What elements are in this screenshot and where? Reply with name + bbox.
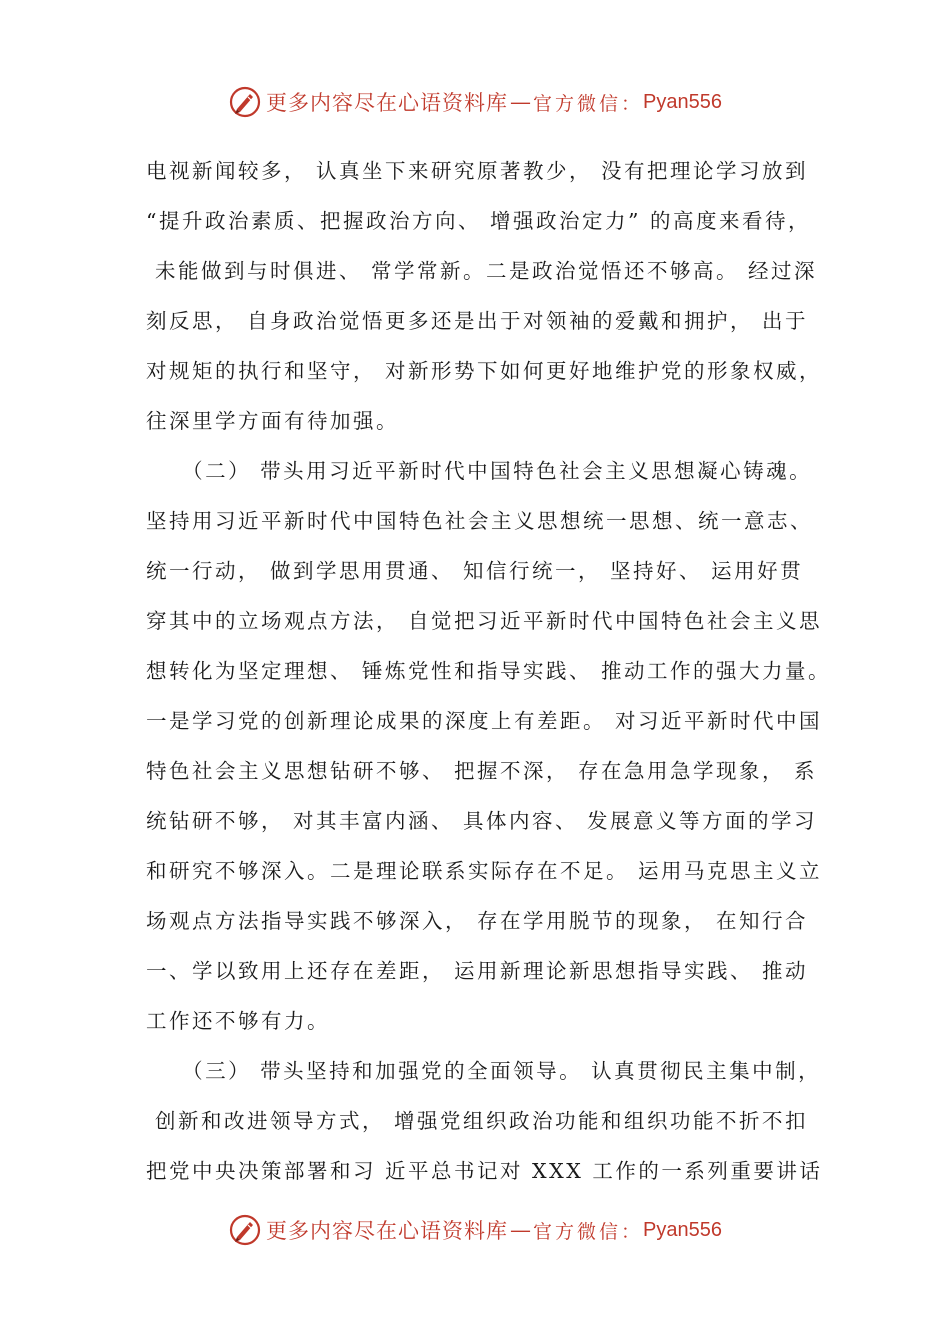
text-line: 刻反思， 自身政治觉悟更多还是出于对领袖的爱戴和拥护， 出于	[146, 309, 809, 333]
banner-wechat-id: Pyan556	[643, 1218, 722, 1241]
text-line: 对规矩的执行和坚守， 对新形势下如何更好地维护党的形象权威，	[146, 359, 823, 383]
banner-separator: —	[510, 1218, 531, 1242]
text-line: 特色社会主义思想钻研不够、 把握不深， 存在急用急学现象， 系	[146, 759, 818, 783]
text-line: 电视新闻较多， 认真坐下来研究原著教少， 没有把理论学习放到	[146, 159, 809, 183]
text-line: 穿其中的立场观点方法， 自觉把习近平新时代中国特色社会主义思	[146, 609, 823, 633]
document-body	[146, 146, 836, 1196]
banner-brand-text: 更多内容尽在心语资料库	[266, 1219, 508, 1243]
text-line: 场观点方法指导实践不够深入， 存在学用脱节的现象， 在知行合	[146, 909, 809, 933]
text-line: 统一行动， 做到学思用贯通、 知信行统一， 坚持好、 运用好贯	[146, 559, 804, 583]
footer-banner	[0, 1210, 950, 1250]
banner-wechat-label: 官方微信：	[533, 1220, 644, 1243]
text-line: 一、学以致用上还存在差距， 运用新理论新思想指导实践、 推动	[146, 959, 809, 983]
pen-logo-icon	[228, 85, 262, 119]
text-line: 想转化为坚定理想、 锤炼党性和指导实践、 推动工作的强大力量。	[146, 659, 832, 683]
text-line: 和研究不够深入。二是理论联系实际存在不足。 运用马克思主义立	[146, 859, 823, 883]
text-line: 未能做到与时俱进、 常学常新。二是政治觉悟还不够高。 经过深	[146, 259, 818, 283]
text-line: 工作还不够有力。	[146, 1009, 330, 1033]
text-line: 往深里学方面有待加强。	[146, 409, 399, 433]
text-line: 一是学习党的创新理论成果的深度上有差距。 对习近平新时代中国	[146, 709, 823, 733]
header-banner	[0, 82, 950, 122]
text-line: 创新和改进领导方式， 增强党组织政治功能和组织功能不折不扣	[146, 1109, 809, 1133]
text-line: （三） 带头坚持和加强党的全面领导。 认真贯彻民主集中制，	[146, 1059, 822, 1083]
banner-wechat-id: Pyan556	[643, 90, 722, 113]
banner-separator: —	[510, 90, 531, 114]
text-line: 把党中央决策部署和习 近平总书记对 XXX 工作的一系列重要讲话	[146, 1159, 823, 1183]
text-line: 统钻研不够， 对其丰富内涵、 具体内容、 发展意义等方面的学习	[146, 809, 818, 833]
banner-wechat-label: 官方微信：	[533, 92, 644, 115]
text-line: 坚持用习近平新时代中国特色社会主义思想统一思想、统一意志、	[146, 509, 813, 533]
text-line: “提升政治素质、把握政治方向、 增强政治定力” 的高度来看待，	[146, 209, 811, 233]
text-line: （二） 带头用习近平新时代中国特色社会主义思想凝心铸魂。	[146, 459, 813, 483]
pen-logo-icon	[228, 1213, 262, 1247]
banner-brand-text: 更多内容尽在心语资料库	[266, 91, 508, 115]
